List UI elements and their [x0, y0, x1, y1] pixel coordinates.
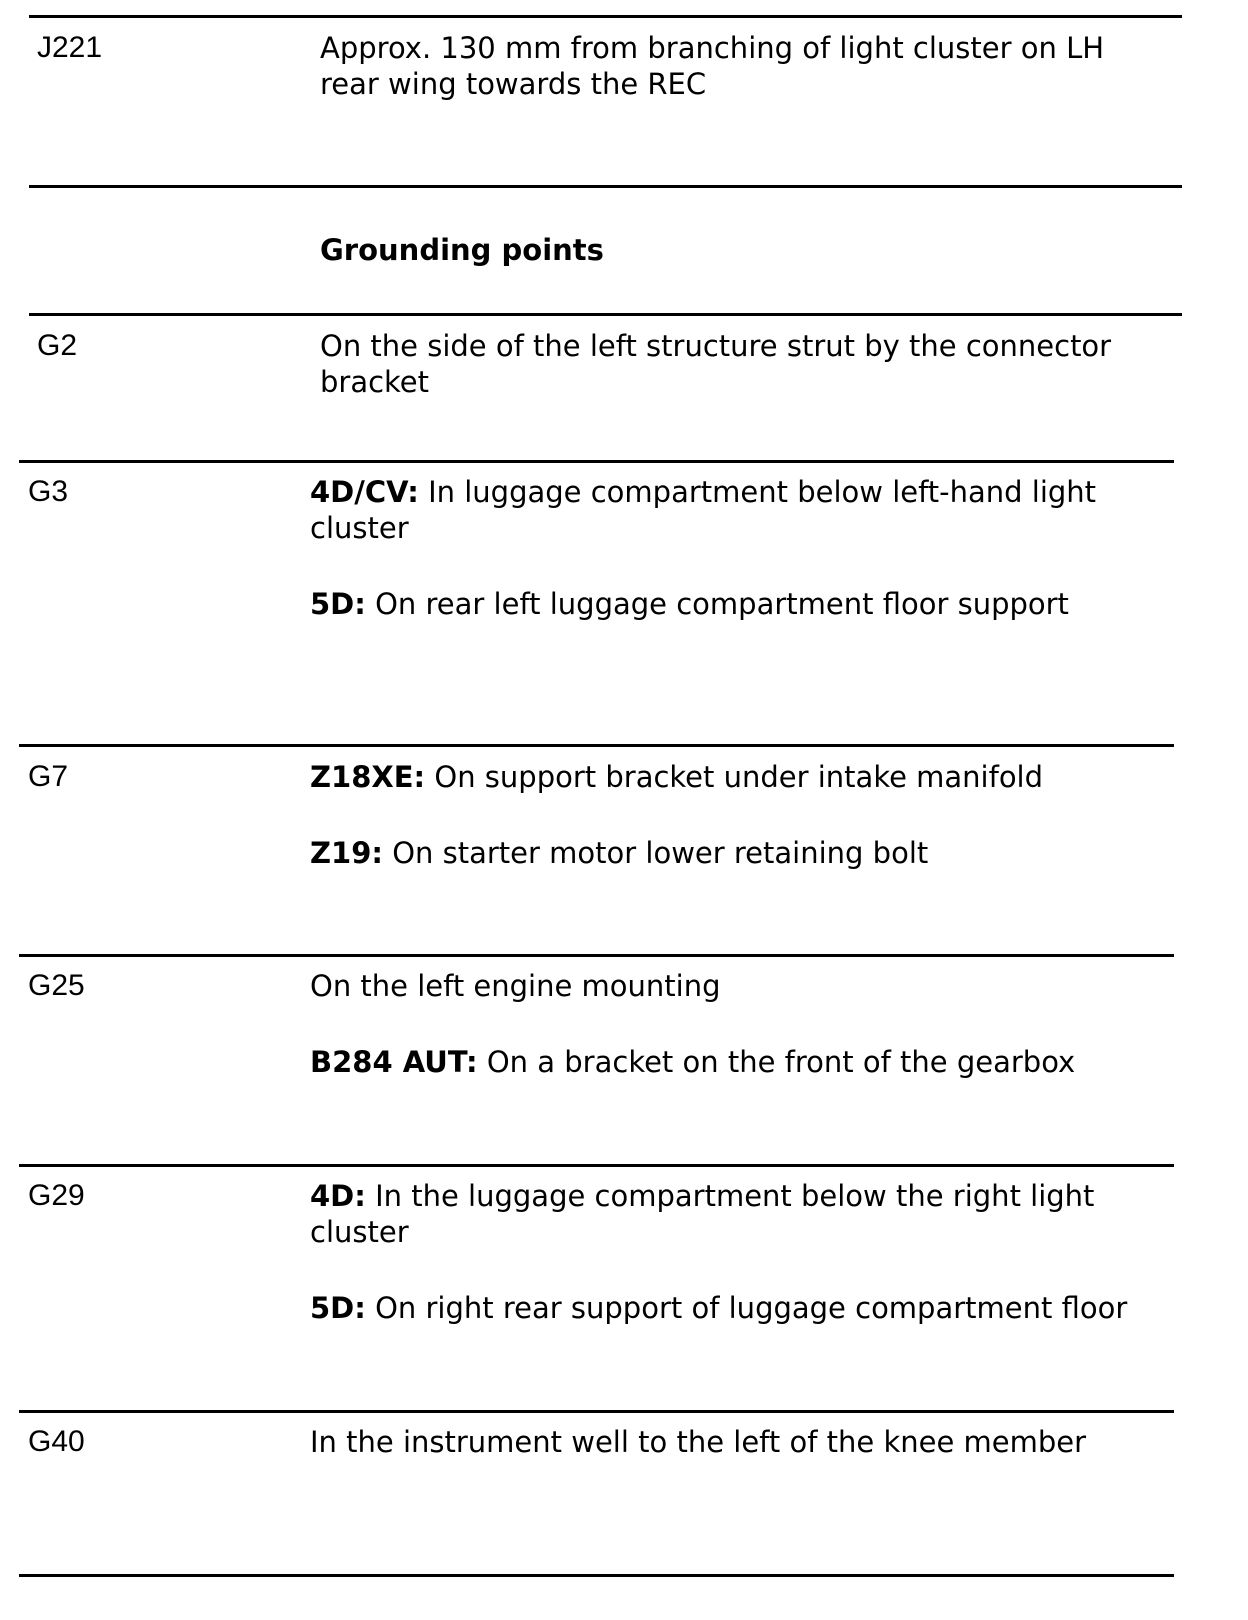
variant-label: 4D/CV: [310, 475, 419, 509]
row-divider [29, 15, 1182, 18]
variant-label: Z19: [310, 836, 383, 870]
row-divider [29, 185, 1182, 188]
location-text: Approx. 130 mm from branching of light cluster on LH rear wing towards the REC [320, 31, 1105, 101]
location-description [310, 1424, 1170, 1460]
ground-point-code: G40 [28, 1425, 85, 1458]
row-divider [29, 313, 1182, 316]
location-text: In luggage compartment below left-hand light cluster [310, 475, 1097, 545]
ground-point-code: G2 [37, 329, 78, 362]
variant-label: 5D: [310, 1291, 366, 1325]
location-text: On starter motor lower retaining bolt [382, 836, 929, 870]
ground-point-code: G25 [28, 969, 85, 1002]
ground-point-code: G3 [28, 475, 69, 508]
location-description [320, 328, 1150, 400]
connector-code: J221 [37, 31, 103, 64]
location-text: In the luggage compartment below the right light cluster [310, 1179, 1095, 1249]
location-text: On right rear support of luggage compartment floor [365, 1291, 1128, 1325]
row-divider [19, 460, 1174, 463]
location-description [310, 968, 1170, 1080]
row-divider [19, 954, 1174, 957]
row-divider [19, 1410, 1174, 1413]
location-description [320, 30, 1150, 102]
row-divider [19, 1164, 1174, 1167]
location-text: On support bracket under intake manifold [425, 760, 1044, 794]
location-description [310, 474, 1150, 622]
ground-point-code: G29 [28, 1179, 85, 1212]
variant-label: Z18XE: [310, 760, 426, 794]
row-divider [19, 1574, 1174, 1577]
location-description [310, 1178, 1170, 1326]
variant-label: B284 AUT: [310, 1045, 478, 1079]
ground-point-code: G7 [28, 760, 69, 793]
location-text: On rear left luggage compartment floor support [365, 587, 1069, 621]
location-description [310, 759, 1170, 871]
variant-label: 4D: [310, 1179, 366, 1213]
location-text: On the left engine mounting [310, 969, 721, 1003]
location-text: In the instrument well to the left of the knee member [310, 1425, 1087, 1459]
variant-label: 5D: [310, 587, 366, 621]
location-text: On the side of the left structure strut by the connector bracket [320, 329, 1112, 399]
section-heading: Grounding points [320, 233, 604, 267]
row-divider [19, 744, 1174, 747]
location-text: On a bracket on the front of the gearbox [477, 1045, 1076, 1079]
